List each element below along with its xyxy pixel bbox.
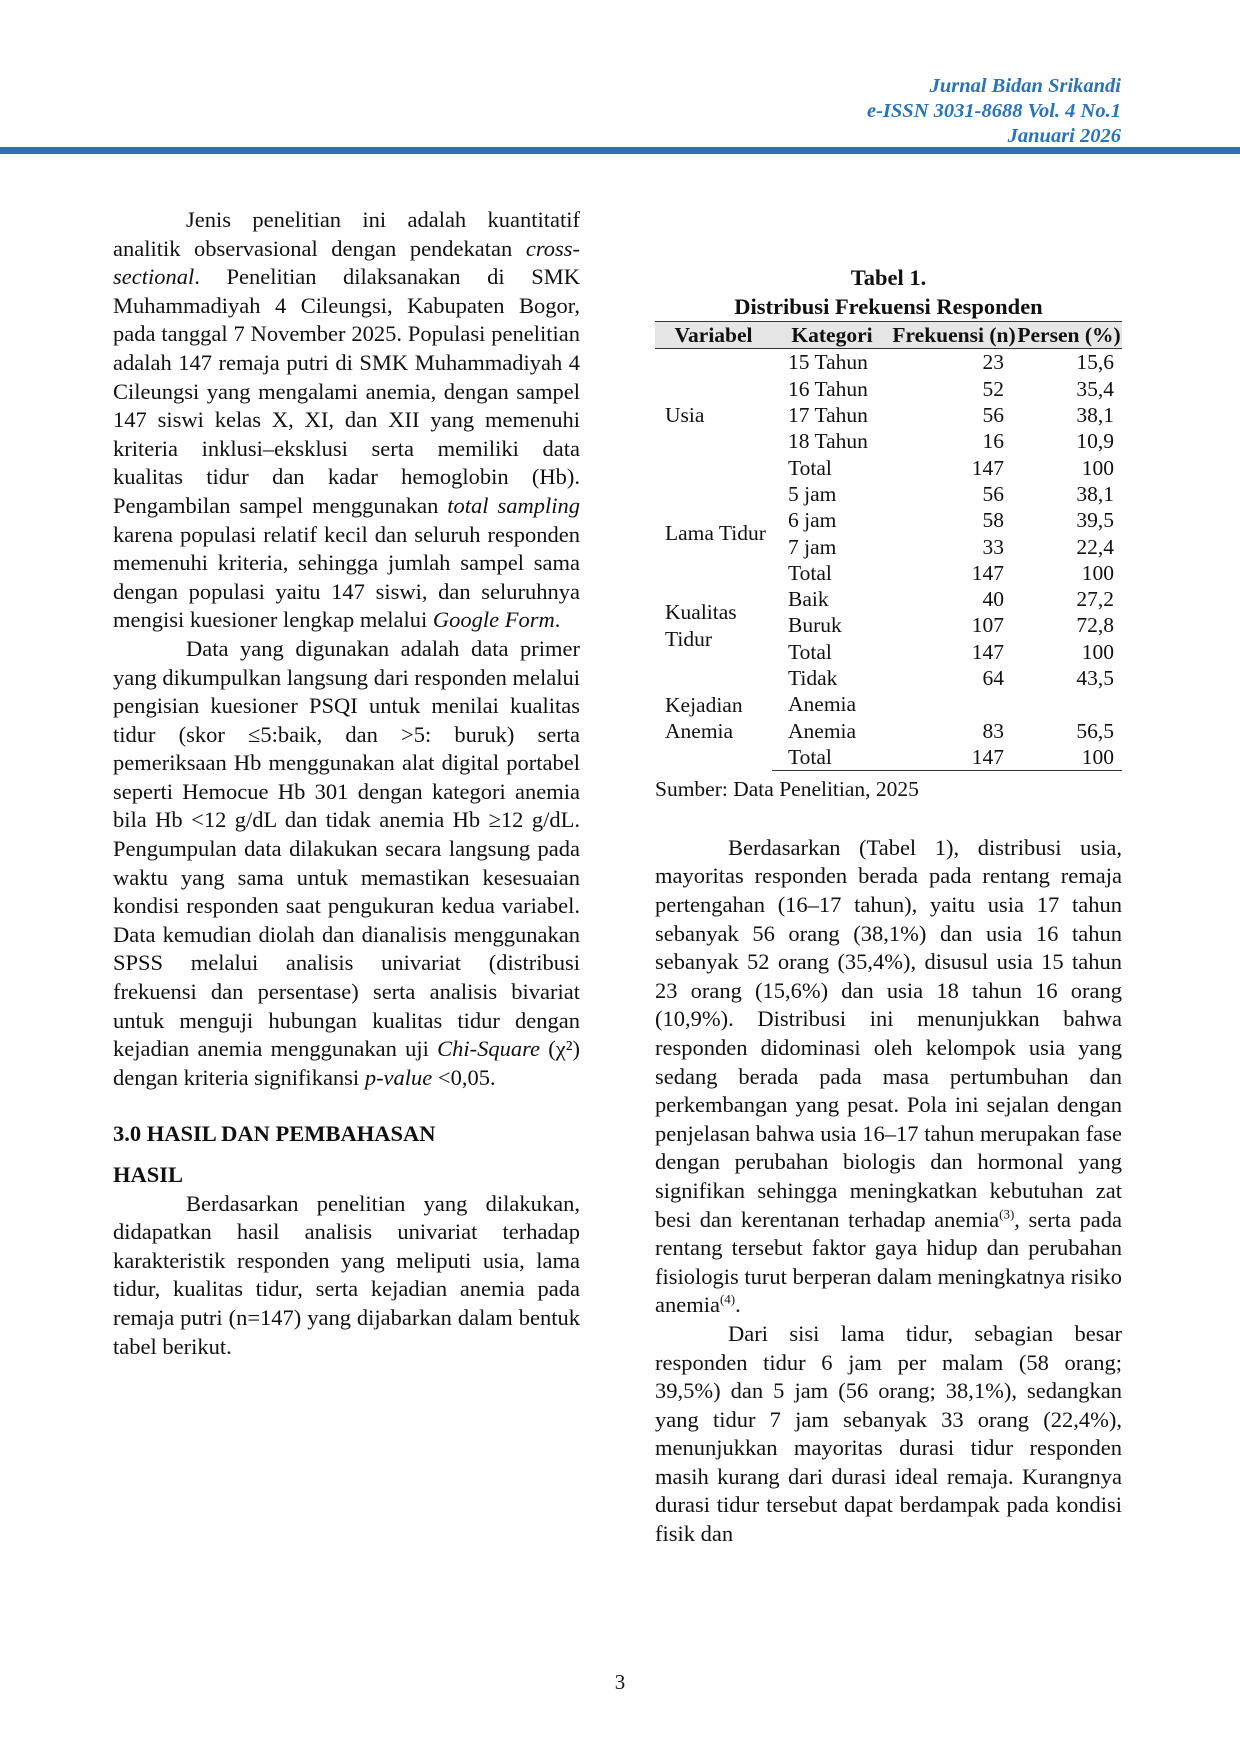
category-cell: Total: [772, 744, 892, 771]
frequency-cell: 147: [892, 744, 1016, 771]
section-heading: 3.0 HASIL DAN PEMBAHASAN: [113, 1121, 436, 1147]
percent-cell: 22,4: [1076, 534, 1114, 559]
header-rule: [0, 147, 1240, 154]
table-source: Sumber: Data Penelitian, 2025: [655, 777, 919, 802]
frequency-cell: 83: [982, 718, 1004, 743]
category-cell: 16 Tahun: [788, 376, 868, 401]
header-kategori: Kategori: [772, 322, 892, 349]
table-title: Tabel 1.: [850, 265, 927, 290]
percent-cell: 10,9: [1076, 429, 1114, 454]
frequency-cell: 40: [982, 587, 1004, 612]
paragraph-results-intro: Berdasarkan penelitian yang dilakukan, didapatkan hasil analisis univariat terhadap karakteristik responden yang meliputi usia, lama tidur, kualitas tidur, serta kejadian anemia pada remaja putri (n=147) yang dijabarkan dalam bentuk tabel berikut.: [113, 1190, 580, 1359]
percent-cell: 38,1: [1076, 403, 1114, 428]
frequency-cell: 64: [982, 666, 1004, 691]
percent-cell: 56,5: [1076, 718, 1114, 743]
percent-cell: 100: [1081, 455, 1114, 480]
journal-date: Januari 2026: [1007, 125, 1121, 147]
table-row: [655, 481, 1122, 507]
variable-usia: Usia: [665, 403, 705, 428]
table-row: [655, 586, 1122, 612]
category-cell: Total: [788, 455, 832, 480]
category-cell: 5 jam: [788, 481, 837, 506]
table-header-row: [655, 322, 1122, 349]
frequency-cell: 16: [982, 429, 1004, 454]
left-column: [113, 206, 580, 1361]
table-row: [655, 665, 1122, 718]
category-cell: 18 Tahun: [788, 429, 868, 454]
category-cell: 15 Tahun: [788, 350, 868, 375]
category-cell: 17 Tahun: [788, 403, 868, 428]
table-row: [655, 349, 1122, 376]
variable-kejadian-anemia: Kejadian Anemia: [665, 692, 743, 743]
journal-name: Jurnal Bidan Srikandi: [929, 75, 1121, 97]
right-column: [655, 206, 1122, 1549]
percent-cell: 43,5: [1076, 666, 1114, 691]
variable-lama-tidur: Lama Tidur: [665, 521, 766, 546]
percent-cell: 100: [1081, 639, 1114, 664]
page-number: 3: [614, 1670, 626, 1694]
percent-cell: 15,6: [1076, 350, 1114, 375]
citation-4: (4): [719, 1291, 736, 1307]
running-header: [867, 74, 1121, 149]
frequency-cell: 107: [971, 613, 1004, 638]
table-subtitle: Distribusi Frekuensi Responden: [734, 293, 1043, 319]
category-cell: Buruk: [788, 613, 842, 638]
percent-cell: 100: [1016, 744, 1122, 771]
category-cell: Total: [788, 639, 832, 664]
frequency-cell: 23: [982, 350, 1004, 375]
percent-cell: 35,4: [1076, 376, 1114, 401]
header-persen: Persen (%): [1017, 323, 1121, 348]
percent-cell: 100: [1081, 560, 1114, 585]
subheading-hasil: HASIL: [113, 1162, 184, 1187]
category-cell: 7 jam: [788, 534, 837, 559]
percent-cell: 39,5: [1076, 508, 1114, 533]
category-cell: 6 jam: [788, 508, 837, 533]
category-cell: Baik: [788, 587, 829, 612]
paragraph-age-discussion: Berdasarkan (Tabel 1), distribusi usia, mayoritas responden berada pada rentang remaja pertengahan (16–17 tahun), yaitu usia 17 tahun sebanyak 56 orang (38,1%) dan usia 16 tahun sebanyak 52 orang (35,4%), disusul usia 15 tahun 23 orang (15,6%) dan usia 18 tahun 16 orang (10,9%). Distribusi ini menunjukkan bahwa responden didominasi oleh kelompok usia yang sedang berada pada masa pertumbuhan dan perkembangan yang pesat. Pola ini sejalan dengan penjelasan bahwa usia 16–17 tahun merupakan fase dengan perubahan biologis dan hormonal yang signifikan sehingga meningkatkan kebutuhan zat besi dan kerentanan terhadap anemia$^{(3)}$, serta pada rentang tersebut faktor gaya hidup dan perubahan fisiologis turut berperan dalam meningkatnya risiko anemia$^{(4)}$.: [655, 834, 1122, 1318]
header-variabel: Variabel: [655, 322, 772, 349]
frequency-cell: 147: [971, 639, 1004, 664]
frequency-table: [655, 321, 1122, 771]
frequency-cell: 147: [971, 560, 1004, 585]
category-cell: Tidak Anemia: [788, 666, 857, 717]
frequency-cell: 147: [971, 455, 1004, 480]
journal-issn: e-ISSN 3031-8688 Vol. 4 No.1: [867, 100, 1121, 122]
frequency-cell: 33: [982, 534, 1004, 559]
category-cell: Anemia: [788, 718, 857, 743]
percent-cell: 72,8: [1076, 613, 1114, 638]
paragraph-data-collection: Data yang digunakan adalah data primer yang dikumpulkan langsung dari responden melalui pengisian kuesioner PSQI untuk menilai kualitas tidur (skor ≤5:baik, dan >5: buruk) serta pemeriksaan Hb menggunakan alat digital portabel seperti Hemocue Hb 301 dengan kategori anemia bila Hb <12 g/dL dan tidak anemia Hb ≥12 g/dL. Pengumpulan data dilakukan secara langsung pada waktu yang sama untuk memastikan kesesuaian kondisi responden saat pengukuran kedua variabel. Data kemudian diolah dan dianalisis menggunakan SPSS melalui analisis univariat (distribusi frekuensi dan persentase) serta analisis bivariat untuk menguji hubungan kualitas tidur dengan kejadian anemia menggunakan uji Chi-Square (χ²) dengan kriteria signifikansi p-value <0,05.: [113, 635, 581, 1090]
frequency-cell: 58: [982, 508, 1004, 533]
header-frekuensi: Frekuensi (n): [892, 323, 1016, 348]
frequency-cell: 56: [982, 481, 1004, 506]
percent-cell: 27,2: [1076, 587, 1114, 612]
citation-3: (3): [999, 1206, 1015, 1222]
paragraph-research-design: Jenis penelitian ini adalah kuantitatif analitik observasional dengan pendekatan cross-sectional. Penelitian dilaksanakan di SMK Muhammadiyah 4 Cileungsi, Kabupaten Bogor, pada tanggal 7 November 2025. Populasi penelitian adalah 147 remaja putri di SMK Muhammadiyah 4 Cileungsi yang mengalami anemia, dengan sampel 147 siswi kelas X, XI, dan XII yang memenuhi kriteria inklusi–eksklusi serta memiliki data kualitas tidur dan kadar hemoglobin (Hb). Pengambilan sampel menggunakan total sampling karena populasi relatif kecil dan seluruh responden memenuhi kriteria, sehingga jumlah sampel sama dengan populasi yaitu 147 siswi, dan seluruhnya mengisi kuesioner lengkap melalui Google Form.: [113, 207, 580, 633]
frequency-cell: 56: [982, 403, 1004, 428]
category-cell: Total: [788, 560, 832, 585]
paragraph-sleep-duration: Dari sisi lama tidur, sebagian besar responden tidur 6 jam per malam (58 orang; 39,5%) dan 5 jam (56 orang; 38,1%), sedangkan yang tidur 7 jam sebanyak 33 orang (22,4%), menunjukkan mayoritas durasi tidur responden masih kurang dari durasi ideal remaja. Kurangnya durasi tidur tersebut dapat berdampak pada kondisi fisik dan: [655, 1320, 1122, 1547]
percent-cell: 38,1: [1076, 481, 1114, 506]
variable-kualitas-tidur: Kualitas Tidur: [665, 600, 737, 651]
frequency-cell: 52: [982, 376, 1004, 401]
